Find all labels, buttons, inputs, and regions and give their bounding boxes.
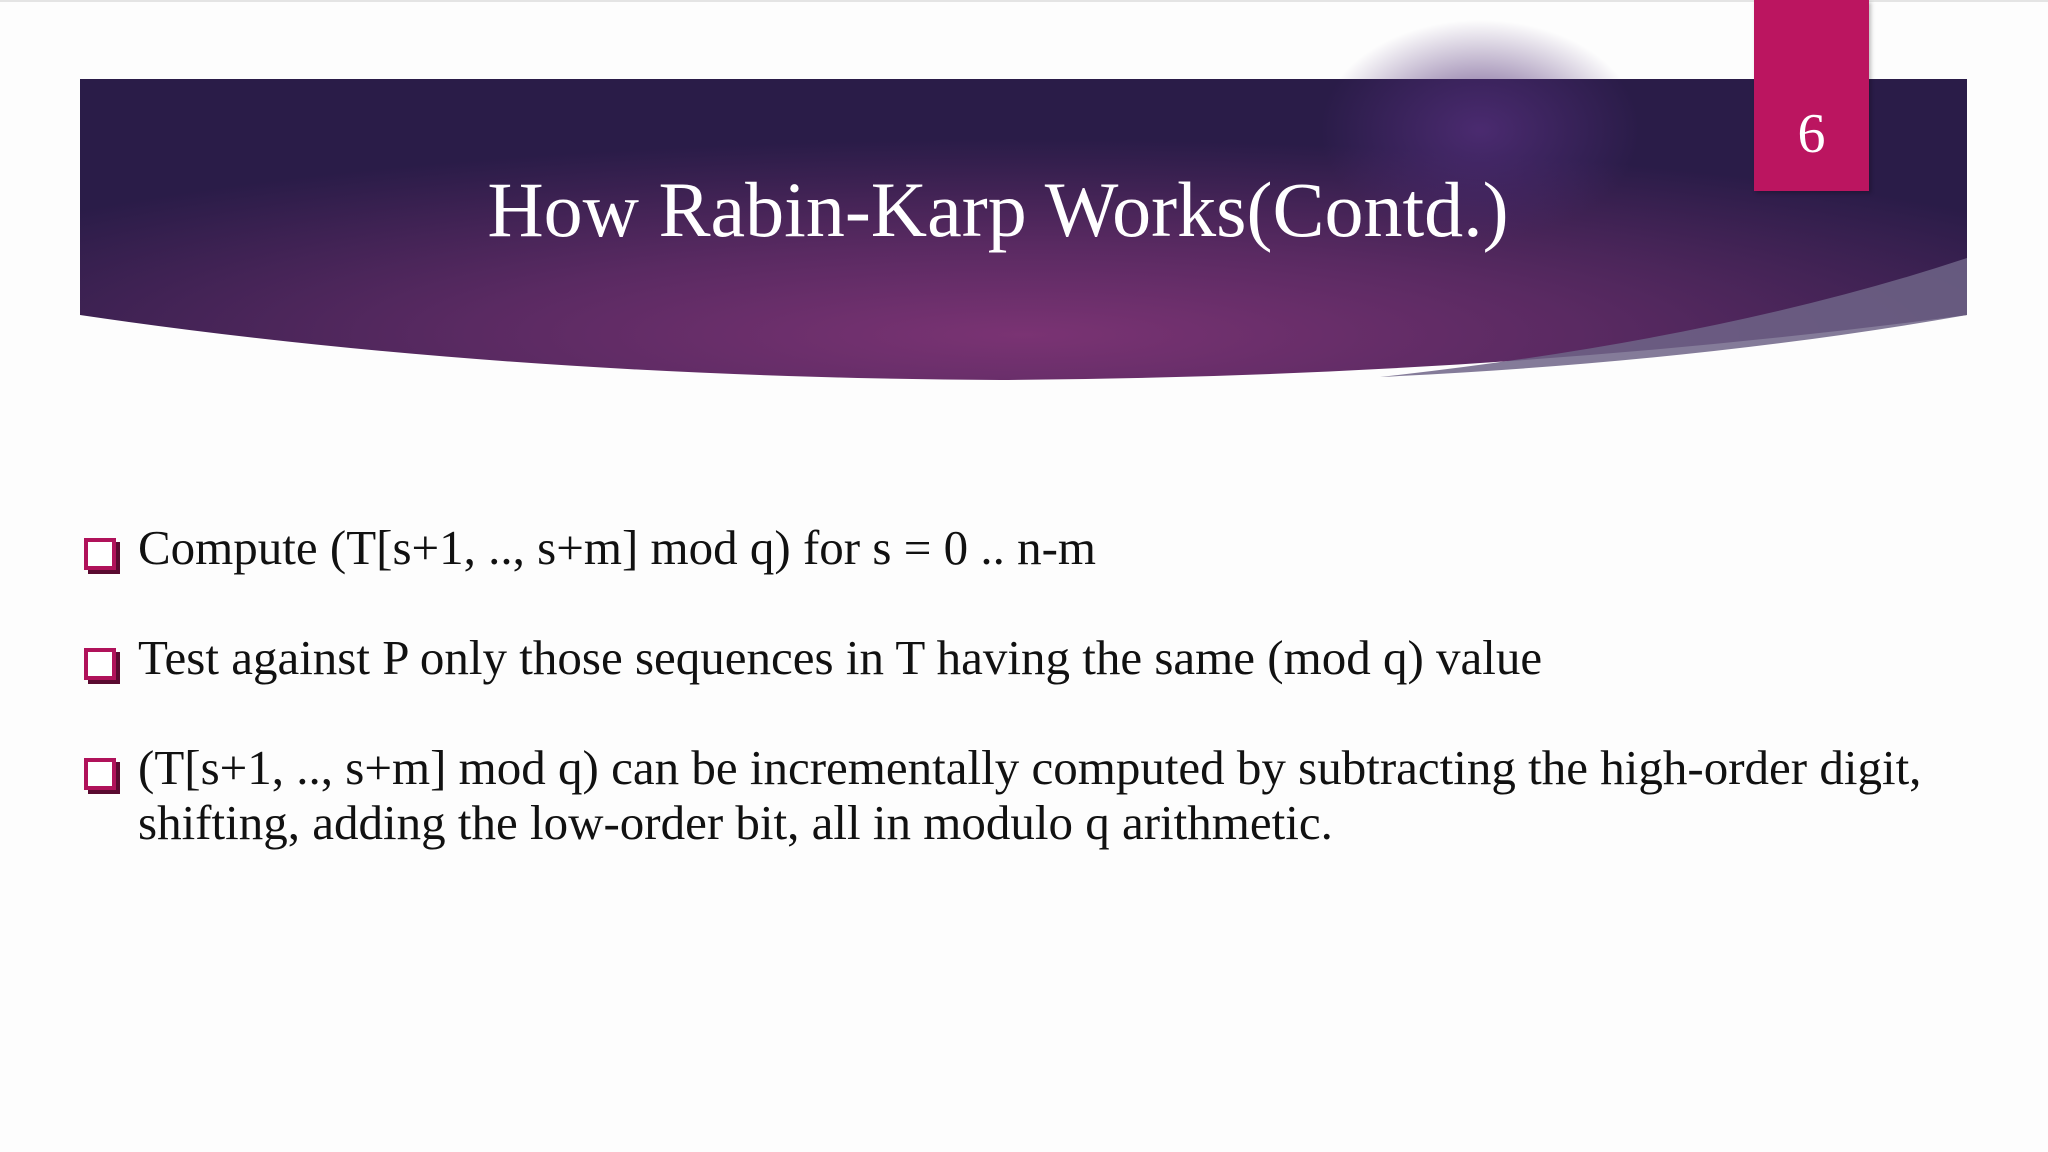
bullet-text: Compute (T[s+1, .., s+m] mod q) for s = 0 .. n-m (138, 520, 1097, 575)
bullet-text: (T[s+1, .., s+m] mod q) can be incrementally computed by subtracting the high-order digit, shifting, adding the low-order bit, all in modulo q arithmetic. (138, 740, 1922, 850)
bullet-text: Test against P only those sequences in T having the same (mod q) value (138, 630, 1543, 685)
bullet-item (80, 740, 2010, 850)
slide-number: 6 (1797, 103, 1826, 165)
slide-title: How Rabin-Karp Works(Contd.) (487, 166, 1509, 253)
bullet-list (80, 520, 2010, 905)
bullet-item (80, 520, 2010, 575)
bullet-item (80, 630, 2010, 685)
hollow-square-bullet-icon (84, 648, 116, 680)
slide-number-tab (1754, 0, 1869, 191)
hollow-square-bullet-icon (84, 538, 116, 570)
hollow-square-bullet-icon (84, 758, 116, 790)
